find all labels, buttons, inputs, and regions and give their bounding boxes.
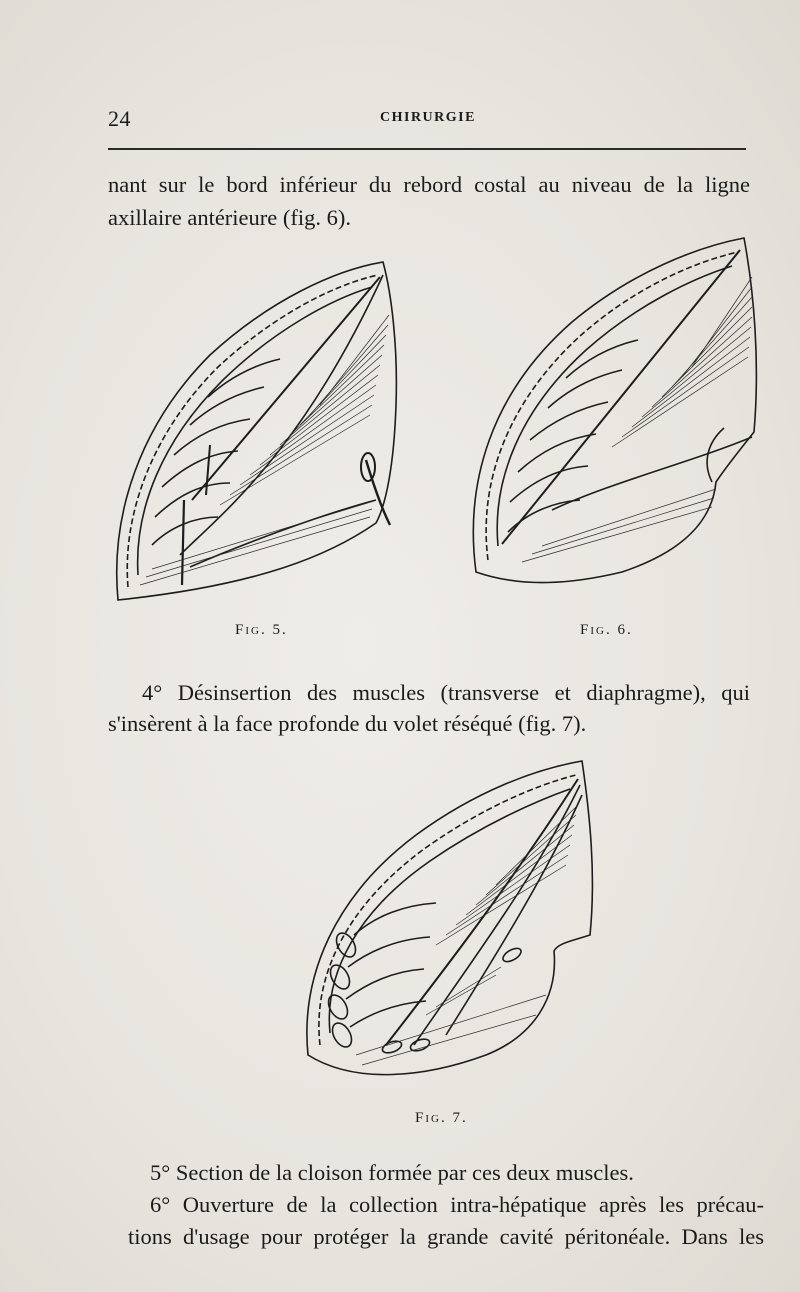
- figure-5-illustration: [100, 255, 410, 615]
- figure-7-caption: Fig. 7.: [415, 1110, 468, 1126]
- figure-5-caption: Fig. 5.: [235, 622, 288, 638]
- text-line: axillaire antérieure (fig. 6).: [108, 205, 351, 230]
- text-line: s'insèrent à la face profonde du volet réséqué (fig. 7).: [108, 711, 587, 736]
- paragraph-step-4-continued: [108, 707, 586, 740]
- paragraph-step-5: [150, 1156, 634, 1189]
- flap-outline: [473, 238, 756, 583]
- paragraph-continued: [108, 168, 750, 234]
- running-head: CHIRURGIE: [380, 110, 476, 125]
- figure-6-caption: Fig. 6.: [580, 622, 633, 638]
- flap-outline: [307, 761, 593, 1075]
- text-line: tions d'usage pour protéger la grande cavité péritonéale. Dans les: [128, 1224, 764, 1249]
- page-number: 24: [108, 106, 131, 131]
- text-line: 4° Désinsertion des muscles (transverse et diaphragme), qui: [142, 680, 750, 705]
- figure-7-illustration: [296, 755, 608, 1095]
- paragraph-step-4: [142, 676, 750, 709]
- header-rule: [108, 148, 746, 150]
- text-line: 5° Section de la cloison formée par ces deux muscles.: [150, 1160, 634, 1185]
- paragraph-step-6: [150, 1188, 764, 1221]
- figure-6-illustration: [462, 232, 762, 608]
- flap-outline: [117, 262, 397, 600]
- text-line: nant sur le bord inférieur du rebord costal au niveau de la ligne: [108, 172, 750, 197]
- paragraph-step-6-continued: [128, 1220, 764, 1253]
- text-line: 6° Ouverture de la collection intra-hépatique après les précau-: [150, 1192, 764, 1217]
